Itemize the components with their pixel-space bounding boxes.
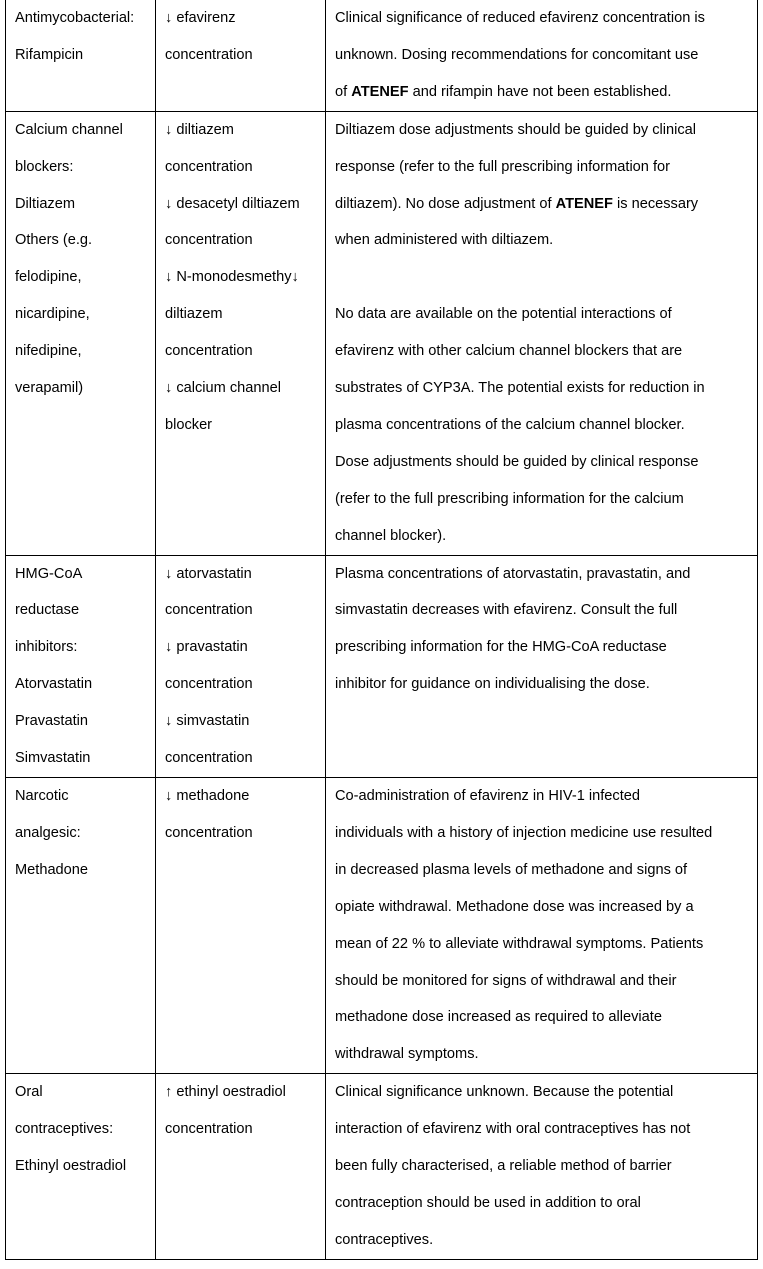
comment-line [335, 889, 753, 926]
drug-line: inhibitors: [15, 639, 78, 656]
comment-line [335, 592, 753, 629]
drug-line: Rifampicin [15, 46, 84, 63]
effect-line: ↓ efavirenz [165, 10, 236, 26]
product-name: ATENEF [351, 83, 409, 100]
drug-line: HMG-CoA [15, 565, 83, 582]
table-row [6, 1074, 758, 1260]
blank-line [335, 259, 753, 296]
effect-line: ↓ desacetyl diltiazem [165, 195, 300, 212]
drug-line: Others (e.g. [15, 232, 93, 249]
table-row [6, 778, 758, 1074]
comment-text: diltiazem). No dose adjustment of [335, 195, 556, 212]
effect-cell [156, 555, 326, 777]
comment-line [335, 629, 753, 666]
effect-line: ↓ pravastatin [165, 639, 248, 656]
effect-cell [156, 111, 326, 555]
drug-line: felodipine, [15, 269, 82, 286]
table-row [6, 0, 758, 111]
drug-line: analgesic: [15, 824, 81, 841]
effect-line: concentration [165, 602, 253, 619]
effect-line: concentration [165, 676, 253, 693]
effect-cell [156, 778, 326, 1074]
drug-cell [6, 0, 156, 111]
effect-cell [156, 0, 326, 111]
drug-line: reductase [15, 602, 80, 619]
comment-text: should be monitored for signs of withdrawal and their [335, 972, 677, 989]
comment-line [335, 815, 753, 852]
drug-line: blockers: [15, 158, 74, 175]
comment-line [335, 1185, 753, 1222]
comment-text: No data are available on the potential interactions of [335, 306, 672, 323]
comment-text: opiate withdrawal. Methadone dose was increased by a [335, 898, 694, 915]
comment-text: plasma concentrations of the calcium channel blocker. [335, 416, 685, 433]
comment-text: prescribing information for the HMG-CoA reductase [335, 639, 667, 656]
effect-line: ↓ calcium channel [165, 380, 281, 397]
comment-line [335, 186, 753, 223]
table-body [6, 0, 758, 1259]
comment-line [335, 74, 753, 111]
comment-line [335, 778, 753, 815]
comment-line [335, 0, 753, 37]
comment-text: Clinical significance of reduced efavirenz concentration is [335, 10, 705, 26]
effect-line: concentration [165, 750, 253, 767]
comment-line [335, 222, 753, 259]
effect-line: diltiazem [165, 306, 223, 323]
drug-line: Simvastatin [15, 750, 91, 767]
comment-line [335, 999, 753, 1036]
comment-text: withdrawal symptoms. [335, 1046, 479, 1063]
comment-text: channel blocker). [335, 527, 447, 544]
drug-line: Narcotic [15, 788, 69, 805]
comment-text: contraceptives. [335, 1231, 434, 1248]
effect-line: ↓ methadone [165, 788, 250, 805]
comment-line [335, 407, 753, 444]
effect-line: ↓ diltiazem [165, 121, 234, 138]
comment-cell [326, 555, 758, 777]
effect-line: ↓ simvastatin [165, 713, 250, 730]
effect-line: ↑ ethinyl oestradiol [165, 1084, 286, 1101]
comment-text: unknown. Dosing recommendations for concomitant use [335, 46, 699, 63]
drug-line: Ethinyl oestradiol [15, 1158, 127, 1175]
drug-line: Atorvastatin [15, 676, 93, 693]
comment-text: Dose adjustments should be guided by clinical response [335, 453, 699, 470]
comment-line [335, 296, 753, 333]
drug-line: Antimycobacterial: [15, 10, 135, 26]
drug-line: verapamil) [15, 380, 84, 397]
effect-line: concentration [165, 46, 253, 63]
drug-interaction-table [5, 0, 758, 1260]
effect-line: concentration [165, 824, 253, 841]
comment-line [335, 333, 753, 370]
comment-text: Clinical significance unknown. Because the potential [335, 1084, 674, 1101]
comment-text: of [335, 83, 352, 100]
table-row [6, 555, 758, 777]
comment-text: substrates of CYP3A. The potential exists for reduction in [335, 380, 705, 397]
comment-text: contraception should be used in addition to oral [335, 1194, 641, 1211]
comment-cell [326, 1074, 758, 1260]
effect-line: concentration [165, 343, 253, 360]
drug-line: Diltiazem [15, 195, 76, 212]
drug-cell [6, 1074, 156, 1260]
comment-line [335, 852, 753, 889]
effect-line: ↓ N-monodesmethy↓ [165, 269, 299, 286]
effect-line: blocker [165, 416, 213, 433]
comment-line [335, 1074, 753, 1111]
effect-line: concentration [165, 158, 253, 175]
comment-text: simvastatin decreases with efavirenz. Consult the full [335, 602, 678, 619]
drug-line: Calcium channel [15, 121, 123, 138]
comment-text: mean of 22 % to alleviate withdrawal symptoms. Patients [335, 935, 704, 952]
product-name: ATENEF [555, 195, 613, 212]
comment-line [335, 444, 753, 481]
drug-cell [6, 111, 156, 555]
drug-line: contraceptives: [15, 1121, 114, 1138]
comment-text: and rifampin have not been established. [408, 83, 672, 100]
comment-text: inhibitor for guidance on individualising the dose. [335, 676, 650, 693]
effect-line: concentration [165, 232, 253, 249]
drug-line: nicardipine, [15, 306, 90, 323]
comment-line [335, 666, 753, 703]
comment-text: been fully characterised, a reliable method of barrier [335, 1158, 672, 1175]
comment-line [335, 112, 753, 149]
comment-line [335, 481, 753, 518]
comment-line [335, 518, 753, 555]
effect-line: concentration [165, 1121, 253, 1138]
comment-text: when administered with diltiazem. [335, 232, 554, 249]
comment-cell [326, 0, 758, 111]
comment-text: interaction of efavirenz with oral contraceptives has not [335, 1121, 691, 1138]
comment-line [335, 1222, 753, 1259]
comment-text: (refer to the full prescribing information for the calcium [335, 490, 684, 507]
comment-line [335, 1111, 753, 1148]
comment-line [335, 1148, 753, 1185]
comment-line [335, 963, 753, 1000]
comment-text: is necessary [612, 195, 699, 212]
comment-line [335, 556, 753, 593]
drug-line: nifedipine, [15, 343, 82, 360]
drug-line: Methadone [15, 861, 89, 878]
comment-text: individuals with a history of injection medicine use resulted [335, 824, 713, 841]
drug-cell [6, 778, 156, 1074]
comment-line [335, 926, 753, 963]
comment-text: response (refer to the full prescribing information for [335, 158, 671, 175]
comment-line [335, 149, 753, 186]
comment-text: methadone dose increased as required to alleviate [335, 1009, 662, 1026]
comment-line [335, 37, 753, 74]
drug-line: Oral [15, 1084, 43, 1101]
drug-cell [6, 555, 156, 777]
comment-line [335, 1036, 753, 1073]
comment-text: Diltiazem dose adjustments should be guided by clinical [335, 121, 696, 138]
comment-cell [326, 111, 758, 555]
table-row [6, 111, 758, 555]
comment-cell [326, 778, 758, 1074]
comment-line [335, 370, 753, 407]
drug-line: Pravastatin [15, 713, 89, 730]
comment-text: Co-administration of efavirenz in HIV-1 infected [335, 788, 640, 805]
effect-cell [156, 1074, 326, 1260]
comment-text: Plasma concentrations of atorvastatin, pravastatin, and [335, 565, 691, 582]
comment-text: efavirenz with other calcium channel blockers that are [335, 343, 683, 360]
effect-line: ↓ atorvastatin [165, 565, 252, 582]
comment-text: in decreased plasma levels of methadone and signs of [335, 861, 688, 878]
